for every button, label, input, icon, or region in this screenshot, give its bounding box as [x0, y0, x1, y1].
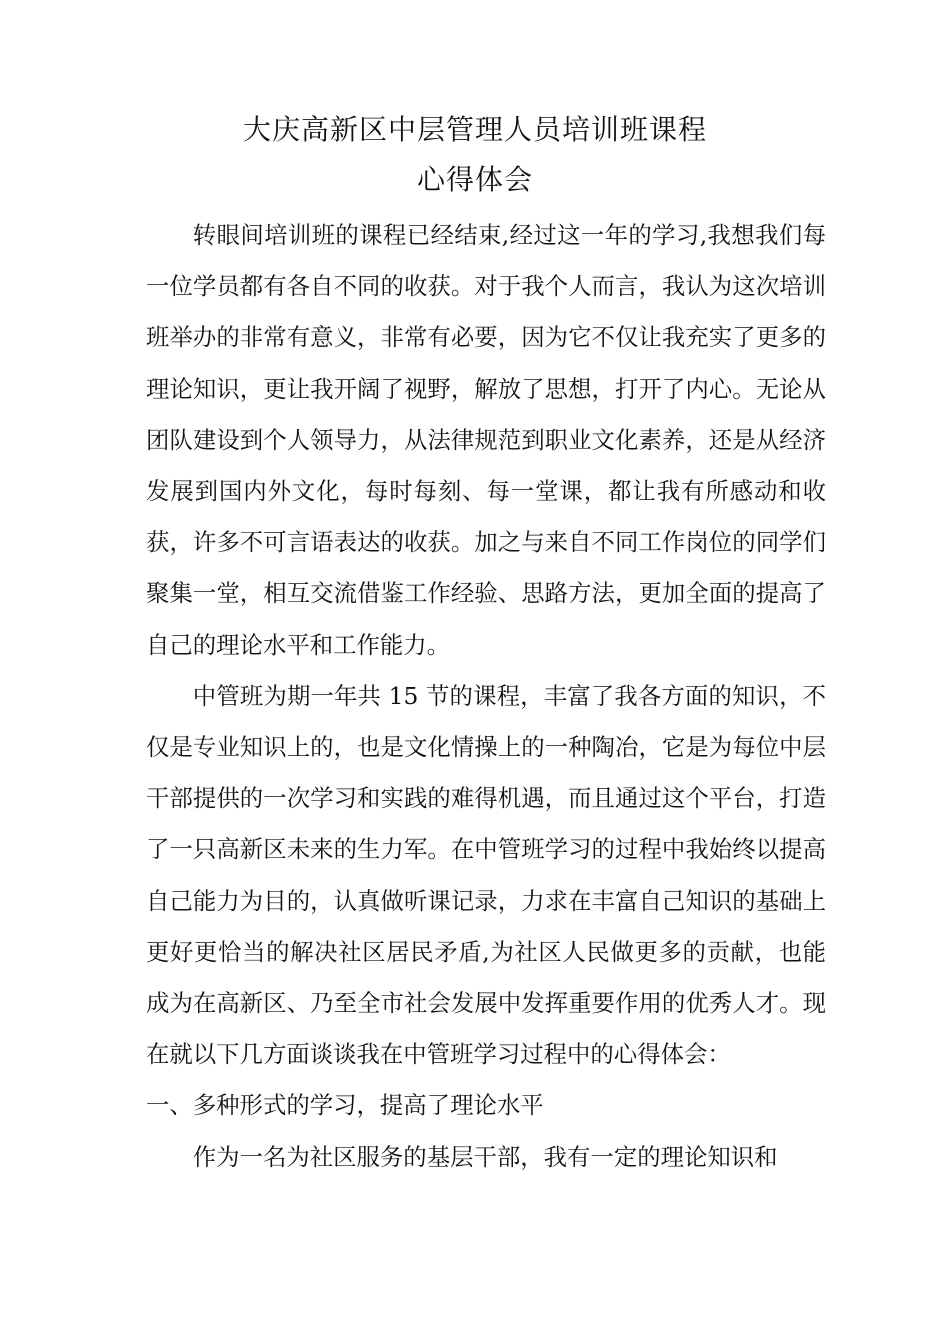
paragraph-1: 转眼间培训班的课程已经结束,经过这一年的学习,我想我们每一位学员都有各自不同的收获。对于我个人而言，我认为这次培训班举办的非常有意义，非常有必要，因为它不仅让我充实了更多的理论知识，更让我开阔了视野，解放了思想，打开了内心。无论从团队建设到个人领导力，从法律规范到职业文化素养，还是从经济发展到国内外文化，每时每刻、每一堂课，都让我有所感动和收获，许多不可言语表达的收获。加之与来自不同工作岗位的同学们聚集一堂，相互交流借鉴工作经验、思路方法，更加全面的提高了自己的理论水平和工作能力。 [146, 221, 826, 659]
document-subtitle: 心得体会 [416, 163, 533, 196]
body-text [146, 210, 826, 1183]
paragraph-2: 中管班为期一年共 15 节的课程，丰富了我各方面的知识，不仅是专业知识上的，也是文化情操上的一种陶冶，它是为每位中层干部提供的一次学习和实践的难得机遇，而且通过这个平台，打造了一只高新区未来的生力军。在中管班学习的过程中我始终以提高自己能力为目的，认真做听课记录，力求在丰富自己知识的基础上更好更恰当的解决社区居民矛盾,为社区人民做更多的贡献，也能成为在高新区、乃至全市社会发展中发挥重要作用的优秀人才。现在就以下几方面谈谈我在中管班学习过程中的心得体会： [146, 681, 826, 1069]
paragraph-3: 作为一名为社区服务的基层干部，我有一定的理论知识和 [192, 1142, 778, 1171]
document-title: 大庆高新区中层管理人员培训班课程 [242, 113, 707, 146]
section-heading: 一、多种形式的学习，提高了理论水平 [146, 1091, 544, 1120]
